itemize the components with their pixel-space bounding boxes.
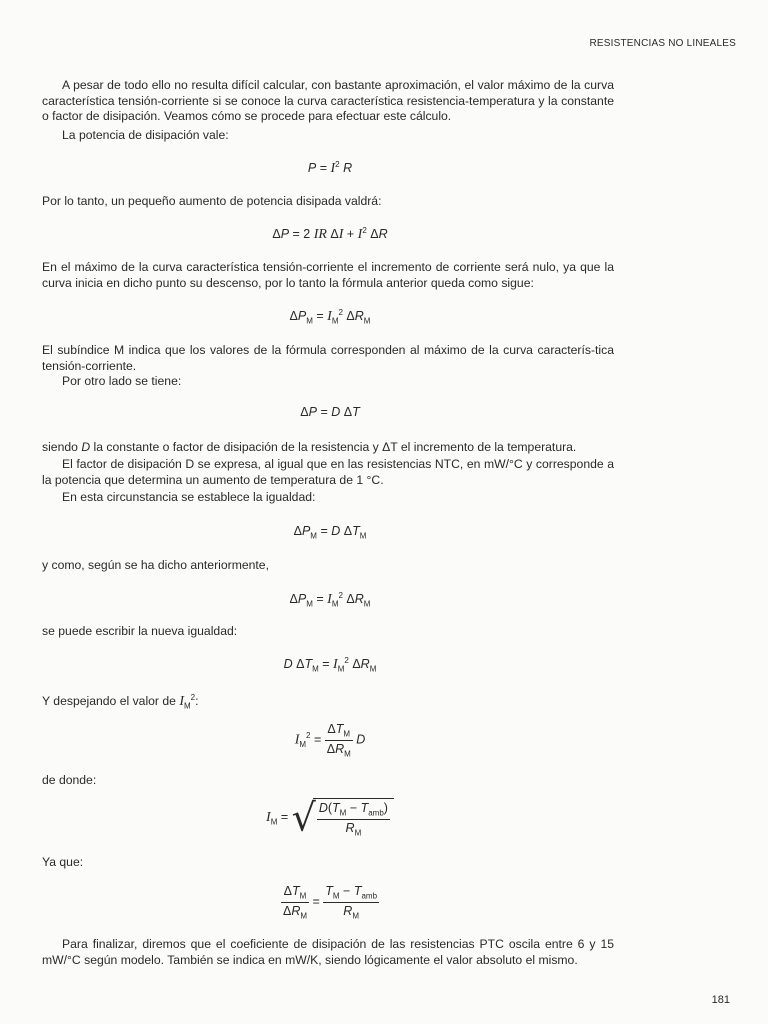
paragraph-solve: Y despejando el valor de $I_M^2$: — [42, 693, 199, 711]
equation-delta-power-max: $\Delta P_M = I_M^2$ $\Delta R_M$ — [289, 308, 371, 326]
paragraph-equality: En esta circunstancia se establece la igualdad: — [62, 490, 316, 504]
paragraph-subscript-m: El subíndice M indica que los valores de la fórmula corresponden al máximo de la curva caracterís-tica tensión-corriente. — [42, 343, 614, 373]
paragraph-maximum: En el máximo de la curva característica tensión-corriente el incremento de corriente será nulo, ya que la curva inicia en dicho punto su descenso, por lo tanto la fórmula anterior queda como sigue: — [42, 260, 614, 290]
paragraph-small-increase: Por lo tanto, un pequeño aumento de potencia disipada valdrá: — [42, 194, 382, 208]
paragraph-power-intro: La potencia de disipación vale: — [62, 128, 229, 142]
equation-current-max: $I_M$ = √ $\frac{D(T_M - T_{amb})}{R_M}$ — [0, 798, 660, 837]
paragraph-other-side: Por otro lado se tiene: — [62, 374, 182, 388]
paragraph-from-where: de donde: — [42, 773, 97, 787]
equation-current-squared: $I_M^2$ = $\frac{\Delta T_M}{\Delta R_M}$ D — [294, 722, 366, 758]
paragraph-conclusion: Para finalizar, diremos que el coeficiente de disipación de las resistencias PTC oscila entre 6 y 15 mW/°C según modelo. También se indica en mW/K, siendo lógicamente el valor absoluto el mismo. — [42, 937, 614, 967]
equation-ratio: $\frac{\Delta T_M}{\Delta R_M}$ = $\frac{T_M - T_{amb}}{R_M}$ — [282, 884, 378, 920]
equation-new-equality: D $\Delta T_M = I_M^2$ $\Delta R_M$ — [283, 656, 377, 674]
paragraph-new-equality: se puede escribir la nueva igualdad: — [42, 624, 238, 638]
equation-dissipation: ΔP = D ΔT — [300, 405, 360, 419]
paragraph-constant-d: siendo D la constante o factor de disipación de la resistencia y ΔT el incremento de la temperatura. — [42, 440, 577, 454]
paragraph-since: Ya que: — [42, 855, 84, 869]
paragraph-intro: A pesar de todo ello no resulta difícil calcular, con bastante aproximación, el valor máximo de la curva característica tensión-corriente si se conoce la curva característica resistencia-temperatura y la constante o factor de disipación. Veamos cómo se procede para efectuar este cálculo. — [42, 78, 614, 123]
paragraph-as-said: y como, según se ha dicho anteriormente, — [42, 558, 269, 572]
paragraph-factor-d: El factor de disipación D se expresa, al igual que en las resistencias NTC, en mW/°C y corresponde a la potencia que determina un aumento de temperatura de 1 °C. — [42, 457, 614, 487]
equation-equality-max: $\Delta P_M = D$ $\Delta T_M$ — [293, 524, 367, 541]
page-number: 181 — [711, 994, 730, 1006]
equation-delta-power-max-2: $\Delta P_M = I_M^2$ $\Delta R_M$ — [289, 591, 371, 609]
equation-power: $P = I^2$ R — [307, 160, 353, 177]
running-header: RESISTENCIAS NO LINEALES — [589, 38, 736, 49]
equation-delta-power: ΔP = 2 IR $\Delta I + I^2$ ΔR — [272, 226, 388, 243]
